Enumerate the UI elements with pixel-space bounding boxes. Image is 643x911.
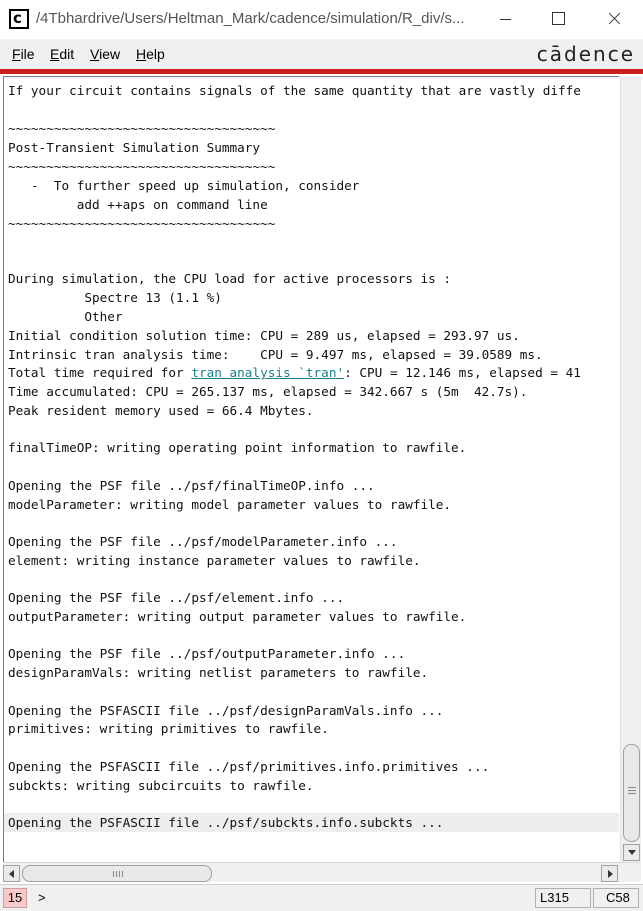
minimize-button[interactable] (478, 0, 533, 39)
grip-line (113, 871, 114, 877)
menu-bar (0, 39, 643, 70)
log-line: Opening the PSFASCII file ../psf/primitives.info.primitives ... (8, 759, 490, 774)
log-line: ~~~~~~~~~~~~~~~~~~~~~~~~~~~~~~~~~~~ (8, 159, 276, 174)
log-line: Opening the PSF file ../psf/element.info ... (8, 590, 345, 605)
simulation-log[interactable] (3, 76, 619, 862)
grip-line (628, 793, 636, 794)
log-line: If your circuit contains signals of the same quantity that are vastly diffe (8, 83, 581, 98)
history-number-badge: 15 (3, 888, 27, 908)
log-line: During simulation, the CPU load for active processors is : (8, 271, 452, 286)
menu-edit[interactable]: Edit (50, 46, 75, 62)
log-line: add ++aps on command line (8, 197, 268, 212)
menu-view[interactable]: View (90, 46, 121, 62)
log-line: designParamVals: writing netlist parameters to rawfile. (8, 665, 429, 680)
menu-help[interactable]: Help (136, 46, 165, 62)
tran-analysis-link[interactable]: tran analysis `tran' (191, 365, 345, 380)
log-line: Spectre 13 (1.1 %) (8, 290, 222, 305)
window-title: /4Tbhardrive/Users/Heltman_Mark/cadence/simulation/R_div/s... (36, 10, 465, 27)
log-line: outputParameter: writing output parameter values to rawfile. (8, 609, 467, 624)
log-line: element: writing instance parameter values to rawfile. (8, 553, 421, 568)
current-log-line: Opening the PSFASCII file ../psf/subckts.info.subckts ... (4, 813, 619, 832)
status-bar (0, 884, 643, 911)
log-line: subckts: writing subcircuits to rawfile. (8, 778, 314, 793)
arrow-left-icon (9, 870, 14, 878)
app-icon-letter: c (13, 9, 22, 27)
menu-file[interactable]: File (12, 46, 35, 62)
close-button[interactable] (586, 0, 641, 39)
log-line: Initial condition solution time: CPU = 289 us, elapsed = 293.97 us. (8, 328, 520, 343)
log-line: Other (8, 309, 123, 324)
log-line (8, 363, 581, 382)
command-prompt[interactable]: > (38, 890, 46, 905)
log-line: finalTimeOP: writing operating point information to rawfile. (8, 440, 467, 455)
vertical-scrollbar[interactable] (620, 76, 641, 862)
log-line: Opening the PSF file ../psf/modelParameter.info ... (8, 534, 398, 549)
log-text: : CPU = 12.146 ms, elapsed = 41 (344, 365, 581, 380)
log-line: Intrinsic tran analysis time: CPU = 9.497 ms, elapsed = 39.0589 ms. (8, 347, 543, 362)
grip-line (628, 787, 636, 788)
scroll-down-button[interactable] (623, 844, 640, 861)
log-line: Opening the PSF file ../psf/outputParameter.info ... (8, 646, 406, 661)
arrow-down-icon (628, 850, 636, 855)
log-line: ~~~~~~~~~~~~~~~~~~~~~~~~~~~~~~~~~~~ (8, 121, 276, 136)
maximize-button[interactable] (531, 0, 586, 39)
log-text: Total time required for (8, 365, 192, 380)
horizontal-scrollbar[interactable] (3, 862, 641, 882)
log-line: Opening the PSFASCII file ../psf/designParamVals.info ... (8, 703, 444, 718)
scroll-right-button[interactable] (601, 865, 618, 882)
vertical-scroll-thumb[interactable] (623, 744, 640, 842)
cadence-logo: cādence (536, 42, 635, 66)
line-indicator: L315 (535, 888, 591, 908)
column-indicator: C58 (593, 888, 639, 908)
arrow-right-icon (608, 870, 613, 878)
log-line: primitives: writing primitives to rawfile. (8, 721, 329, 736)
cadence-app-icon[interactable] (9, 9, 29, 29)
grip-line (116, 871, 117, 877)
accent-divider (0, 69, 643, 74)
log-line: Post-Transient Simulation Summary (8, 140, 261, 155)
title-bar (0, 0, 643, 39)
grip-line (628, 790, 636, 791)
log-line: Opening the PSF file ../psf/finalTimeOP.info ... (8, 478, 375, 493)
log-line: - To further speed up simulation, consider (8, 178, 360, 193)
log-line: ~~~~~~~~~~~~~~~~~~~~~~~~~~~~~~~~~~~ (8, 216, 276, 231)
horizontal-scroll-thumb[interactable] (22, 865, 212, 882)
log-line: Time accumulated: CPU = 265.137 ms, elapsed = 342.667 s (5m 42.7s). (8, 384, 528, 399)
scroll-left-button[interactable] (3, 865, 20, 882)
log-line: Peak resident memory used = 66.4 Mbytes. (8, 403, 314, 418)
log-line: modelParameter: writing model parameter values to rawfile. (8, 497, 452, 512)
grip-line (119, 871, 120, 877)
grip-line (122, 871, 123, 877)
